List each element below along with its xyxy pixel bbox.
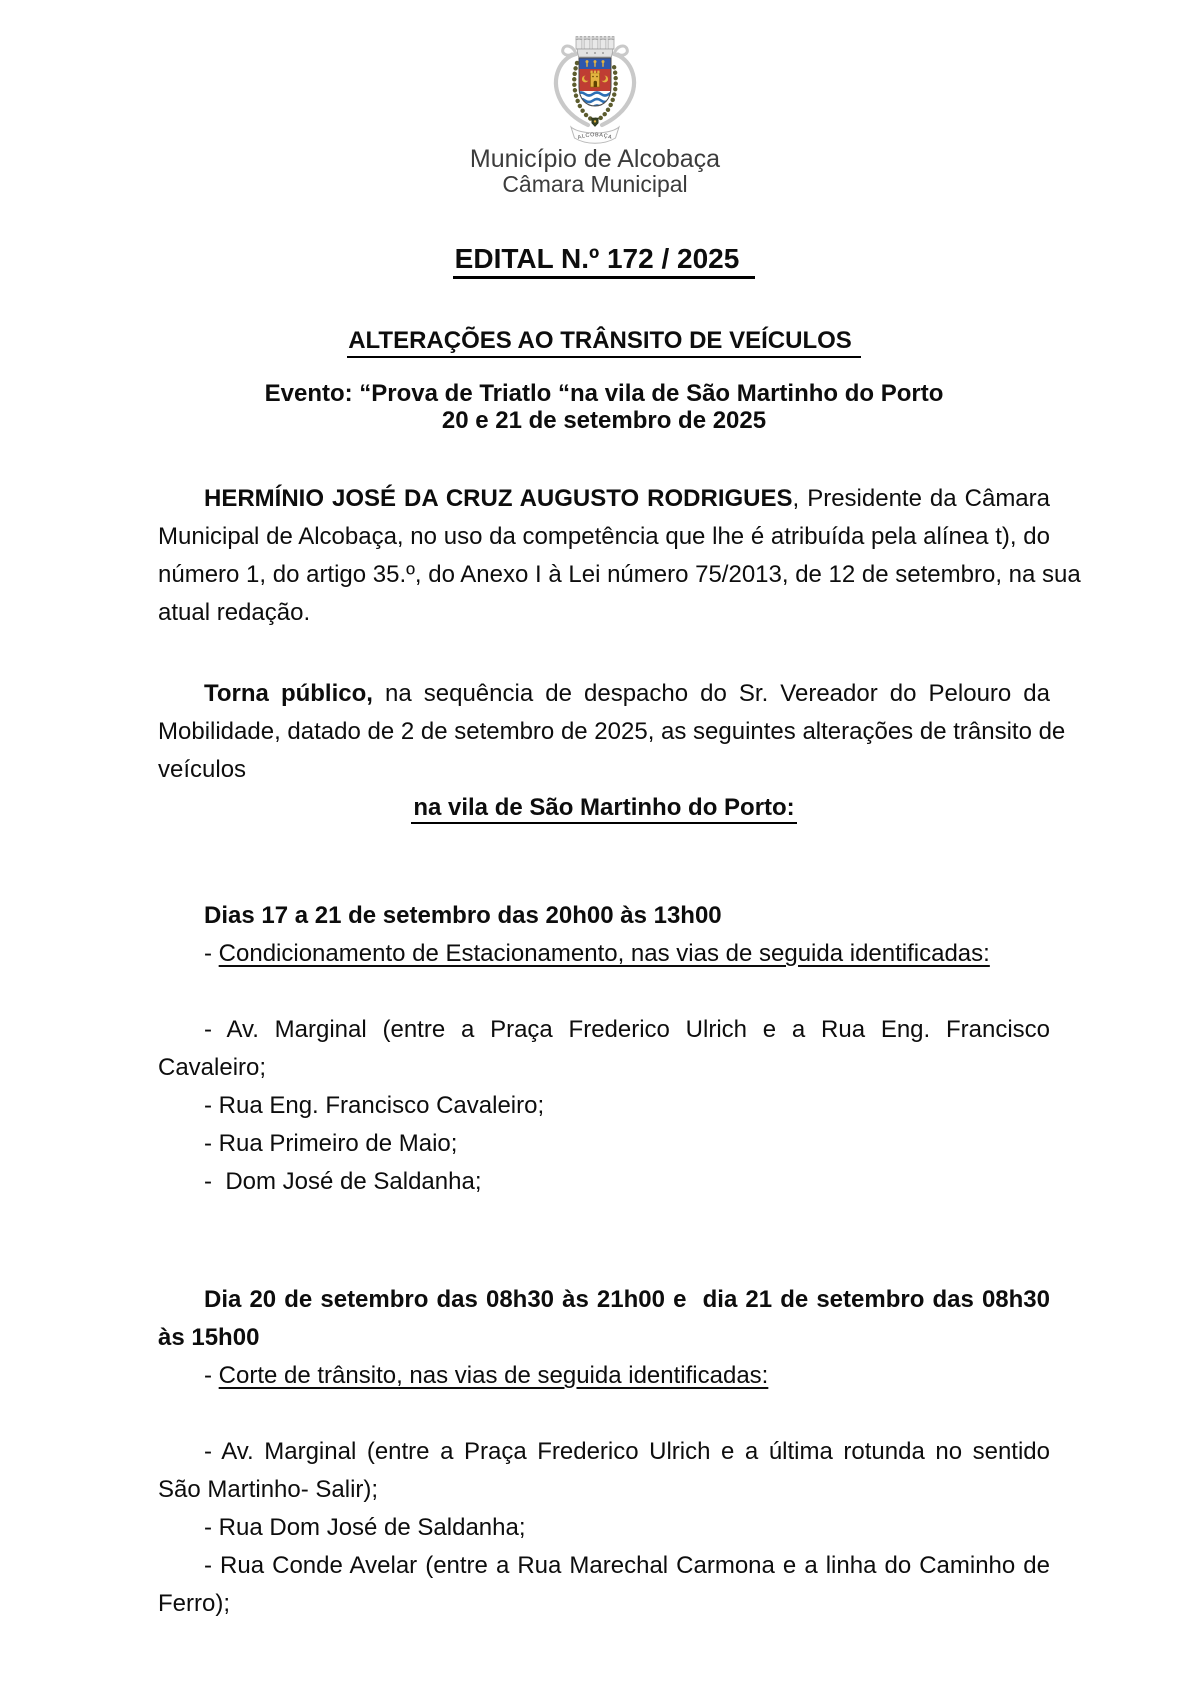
section1-condition [158, 935, 1050, 973]
subject-title [158, 328, 1050, 354]
pendant-badge-icon [592, 118, 598, 126]
mural-crown-icon [576, 37, 614, 58]
list-item: - Av. Marginal (entre a Praça Frederico Ulrich e a Rua Eng. Francisco [204, 1016, 1050, 1043]
dash: - [204, 940, 212, 967]
list-item: - Rua Conde Avelar (entre a Rua Marechal Carmona e a linha do Caminho de [204, 1552, 1050, 1579]
list-item: - Rua Eng. Francisco Cavaleiro; [204, 1092, 545, 1119]
dash: - [204, 1362, 212, 1389]
village-heading-text: na vila de São Martinho do Porto: [411, 794, 796, 824]
section2-heading-line1: Dia 20 de setembro das 08h30 às 21h00 e dia 21 de setembro das 08h30 [204, 1286, 1050, 1313]
village-heading [158, 789, 1050, 827]
crest-scroll-text: ALCOBAÇA [577, 132, 613, 142]
section2-condition-text: Corte de trânsito, nas vias de seguida identificadas: [218, 1362, 769, 1389]
list-item-continuation: Cavaleiro; [158, 1054, 267, 1081]
paragraph-announcement-line1: Torna público, na sequência de despacho do Sr. Vereador do Pelouro da [204, 680, 1051, 707]
section1-condition-text: Condicionamento de Estacionamento, nas vias de seguida identificadas: [218, 940, 990, 967]
event-line-1: Evento: “Prova de Triatlo “na vila de São Martinho do Porto [264, 380, 944, 407]
section2-condition [158, 1357, 1050, 1395]
municipal-crest [543, 18, 647, 146]
list-item: - Dom José de Saldanha; [204, 1168, 482, 1195]
street-list-2 [158, 1433, 1050, 1623]
scroll-banner [571, 127, 619, 143]
list-item-continuation: São Martinho- Salir); [158, 1476, 379, 1503]
org-subtitle: Câmara Municipal [502, 171, 688, 197]
section2-heading-line2: às 15h00 [158, 1324, 260, 1351]
subject-title-text: ALTERAÇÕES AO TRÂNSITO DE VEÍCULOS [347, 327, 861, 358]
document-body [158, 243, 1081, 1623]
list-item: - Av. Marginal (entre a Praça Frederico Ulrich e a última rotunda no sentido [204, 1438, 1050, 1465]
document-header [0, 0, 1190, 196]
list-item: - Rua Dom José de Saldanha; [204, 1514, 526, 1541]
paragraph-authority-line1: HERMÍNIO JOSÉ DA CRUZ AUGUSTO RODRIGUES, Presidente da Câmara [204, 485, 1050, 512]
org-name: Município de Alcobaça [469, 145, 721, 173]
paragraph-authority: HERMÍNIO JOSÉ DA CRUZ AUGUSTO RODRIGUES, Presidente da Câmara Municipal de Alcobaça, no uso da competência que lhe é atribuída pela alínea t), do número 1, do artigo 35.º, do Anexo I à Lei número 75/2013, de 12 de setembro, na sua atual redação. [158, 480, 1050, 632]
street-list-1 [158, 1011, 1050, 1201]
edital-title-text: EDITAL N.º 172 / 2025 [453, 243, 756, 279]
president-name: HERMÍNIO JOSÉ DA CRUZ AUGUSTO RODRIGUES [204, 485, 793, 512]
edital-title [158, 244, 1050, 274]
event-line-2: 20 e 21 de setembro de 2025 [441, 407, 767, 434]
list-item-continuation: Ferro); [158, 1590, 230, 1617]
torna-publico-label: Torna público, [204, 680, 373, 707]
section1-heading: Dias 17 a 21 de setembro das 20h00 às 13h00 [204, 902, 722, 929]
section2-heading [158, 1281, 1050, 1357]
paragraph-announcement: Torna público, na sequência de despacho do Sr. Vereador do Pelouro da Mobilidade, datado de 2 de setembro de 2025, as seguintes alterações de trânsito de veículos [158, 675, 1050, 789]
list-item: - Rua Primeiro de Maio; [204, 1130, 458, 1157]
